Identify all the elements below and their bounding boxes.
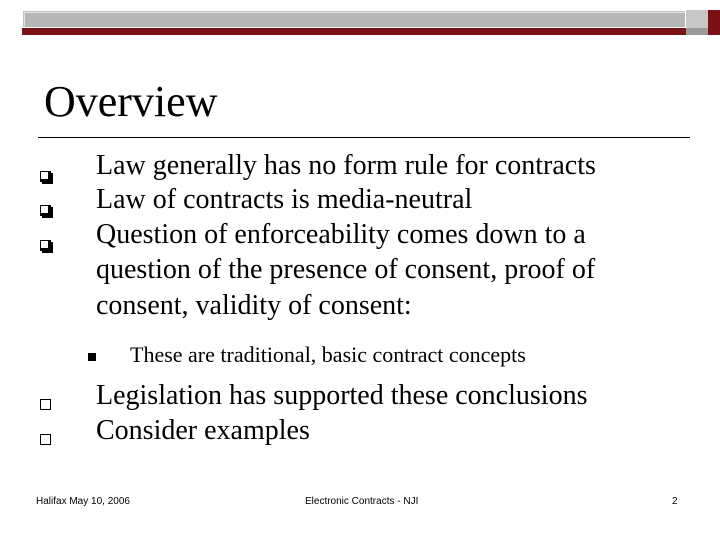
bullet-text-line: question of the presence of consent, proof of — [96, 254, 596, 285]
bullet-text: Law generally has no form rule for contracts — [96, 150, 596, 181]
footer-title: Electronic Contracts - NJI — [305, 496, 419, 507]
bullet-text: Law of contracts is media-neutral — [96, 184, 473, 215]
slide-title: Overview — [44, 77, 218, 126]
header-corner-red — [708, 10, 720, 35]
bullet-text-line: consent, validity of consent: — [96, 290, 412, 321]
sub-bullet-text: These are traditional, basic contract concepts — [130, 342, 526, 367]
footer-date: Halifax May 10, 2006 — [36, 496, 130, 507]
header-corner-gray — [686, 10, 708, 28]
square-bullet-icon — [88, 353, 96, 361]
checkbox-bullet-icon — [40, 205, 51, 216]
bullet-text: Consider examples — [96, 415, 310, 446]
footer-page-number: 2 — [672, 496, 678, 507]
header-red-bar — [22, 28, 686, 35]
header-corner-gray-lower — [686, 28, 708, 35]
header-gray-bar — [22, 10, 686, 28]
bullet-text-line: Question of enforceability comes down to a — [96, 219, 586, 250]
checkbox-bullet-icon — [40, 171, 51, 182]
hollow-square-bullet-icon — [40, 434, 51, 445]
hollow-square-bullet-icon — [40, 399, 51, 410]
title-divider — [38, 137, 690, 138]
checkbox-bullet-icon — [40, 240, 51, 251]
bullet-text: Legislation has supported these conclusions — [96, 380, 588, 411]
header-decoration-band — [22, 10, 714, 34]
